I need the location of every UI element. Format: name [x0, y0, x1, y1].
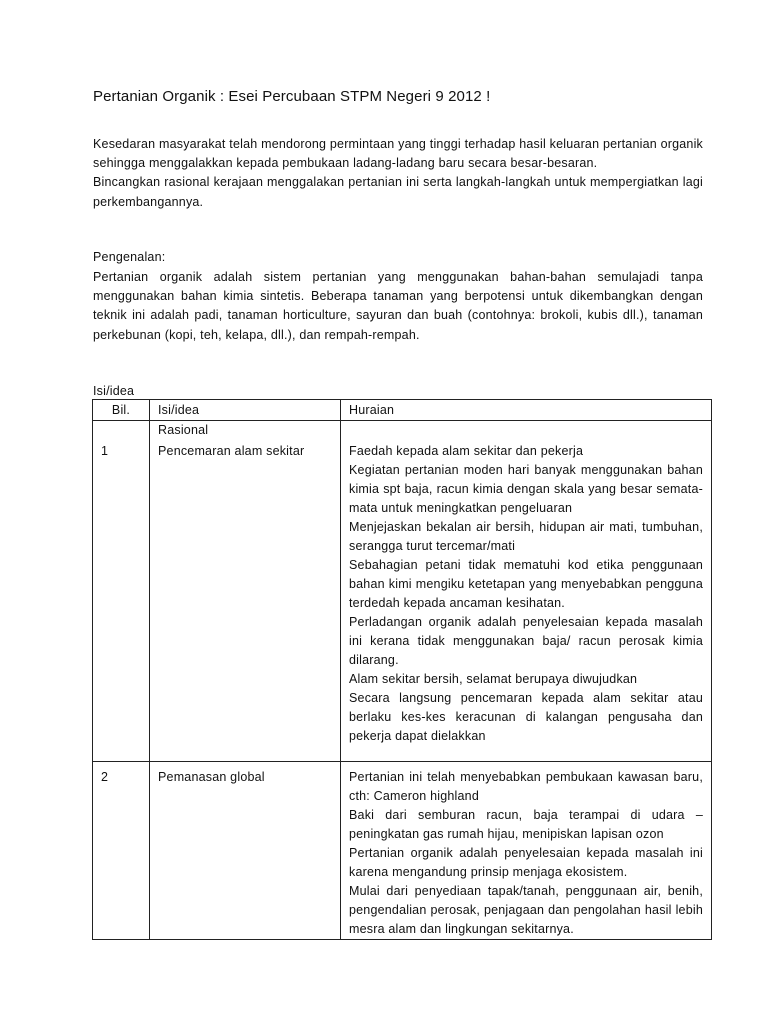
row-bil-cell: [93, 421, 150, 762]
huraian-item: Pertanian ini telah menyebabkan pembukaan kawasan baru, cth: Cameron highland: [349, 770, 703, 803]
row-isi-top: Rasional: [158, 423, 209, 437]
table-row: [93, 762, 712, 940]
row-huraian-cell: [341, 762, 712, 940]
intro-paragraph-1: Kesedaran masyarakat telah mendorong permintaan yang tinggi terhadap hasil keluaran pertanian organik sehingga menggalakkan kepada pembukaan ladang-ladang baru secara besar-besaran.: [93, 137, 703, 171]
pengenalan-paragraph: Pertanian organik adalah sistem pertanian yang menggunakan bahan-bahan semulajadi tanpa menggunakan bahan kimia sintetis. Beberapa tanaman yang berpotensi untuk dikembangkan dengan teknik ini adalah padi, tanaman horticulture, sayuran dan buah (contohnya: brokoli, kubis dll.), tanaman perkebunan (kopi, teh, kelapa, dll.), dan rempah-rempah.: [93, 270, 703, 342]
pengenalan-heading: Pengenalan:: [93, 250, 166, 264]
table-row: [93, 421, 712, 762]
page-title: Pertanian Organik : Esei Percubaan STPM Negeri 9 2012 !: [93, 88, 491, 105]
huraian-item: Menjejaskan bekalan air bersih, hidupan air mati, tumbuhan, serangga turut tercemar/mati: [349, 520, 703, 553]
pengenalan-section: [93, 268, 703, 345]
huraian-item: Secara langsung pencemaran kepada alam sekitar atau berlaku kes-kes keracunan di kalangan pengusaha dan pekerja dapat dielakkan: [349, 691, 703, 743]
huraian-item: Sebahagian petani tidak mematuhi kod etika penggunaan bahan kimi mengiku ketetapan yang menyebabkan pengguna terdedah kepada ancaman kesihatan.: [349, 558, 703, 610]
row-bil: 1: [101, 444, 109, 458]
isi-heading: Isi/idea: [93, 384, 135, 398]
huraian-item: Pertanian organik adalah penyelesaian kepada masalah ini karena mengandung prinsip menjaga ekosistem.: [349, 846, 703, 879]
table-header-row: [93, 400, 712, 421]
huraian-item: Kegiatan pertanian moden hari banyak menggunakan bahan kimia spt baja, racun kimia dengan skala yang besar semata-mata untuk meningkatkan pengeluaran: [349, 463, 703, 515]
huraian-item: Alam sekitar bersih, selamat berupaya diwujudkan: [349, 672, 638, 686]
intro-paragraph-2: Bincangkan rasional kerajaan menggalakan pertanian ini serta langkah-langkah untuk mempergiatkan lagi perkembangannya.: [93, 175, 703, 209]
huraian-item: Perladangan organik adalah penyelesaian kepada masalah ini kerana tidak menggunakan baja/ racun perosak kimia dilarang.: [349, 615, 703, 667]
row-isi: Pencemaran alam sekitar: [158, 444, 305, 458]
header-isi: Isi/idea: [150, 400, 341, 421]
row-bil: 2: [101, 770, 109, 784]
header-bil: Bil.: [93, 400, 150, 421]
isi-table: [92, 399, 712, 940]
header-huraian: Huraian: [341, 400, 712, 421]
row-huraian-cell: [341, 421, 712, 762]
row-isi-cell: [150, 421, 341, 762]
huraian-item: Baki dari semburan racun, baja terampai di udara – peningkatan gas rumah hijau, menipiskan lapisan ozon: [349, 808, 703, 841]
huraian-item: Faedah kepada alam sekitar dan pekerja: [349, 444, 584, 458]
row-isi-cell: [150, 762, 341, 940]
huraian-item: Mulai dari penyediaan tapak/tanah, penggunaan air, benih, pengendalian perosak, penjagaan dan pengolahan hasil lebih mesra alam dan lingkungan sekitarnya.: [349, 884, 703, 936]
row-bil-cell: [93, 762, 150, 940]
row-isi: Pemanasan global: [158, 770, 265, 784]
intro-section: [93, 135, 703, 212]
